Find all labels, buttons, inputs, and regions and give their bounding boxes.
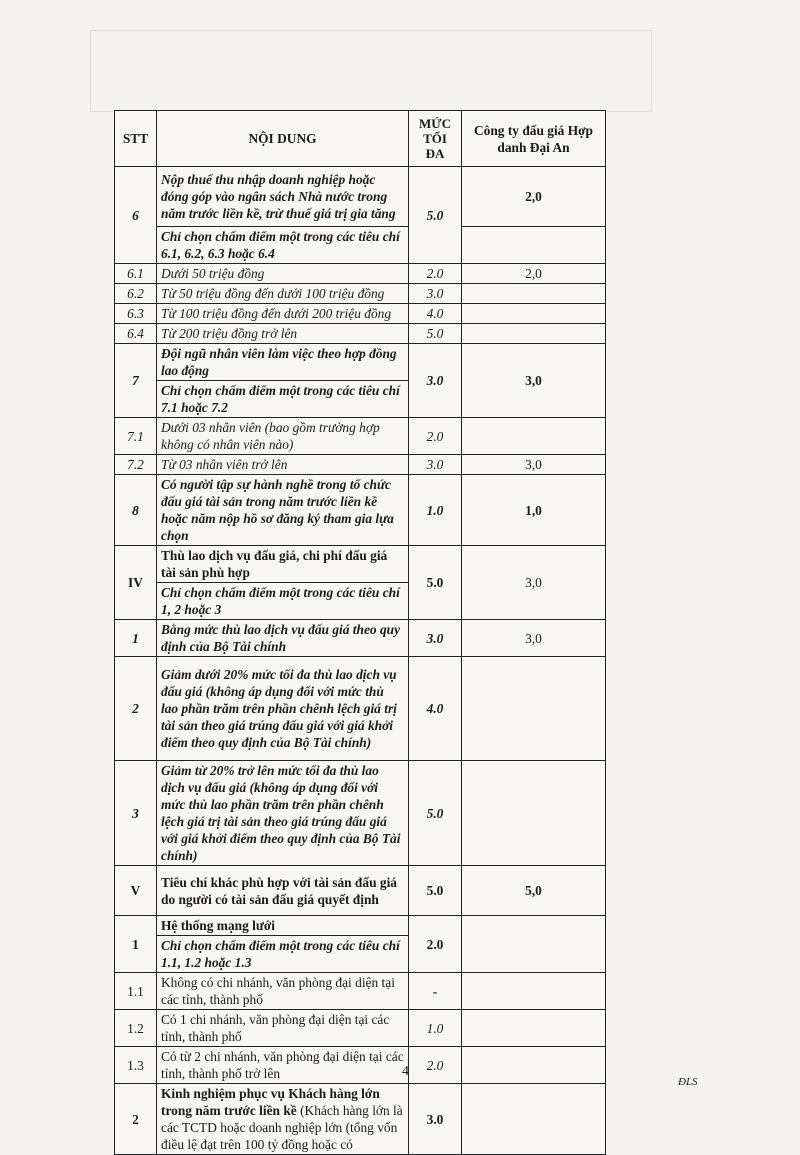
- row-content: [157, 1084, 409, 1155]
- row-content: Bằng mức thù lao dịch vụ đấu giá theo quy định của Bộ Tài chính: [157, 620, 409, 657]
- page-number: 4: [402, 1064, 409, 1079]
- row-content: Chỉ chọn chấm điểm một trong các tiêu chí 7.1 hoặc 7.2: [157, 381, 409, 418]
- row-stt: 1.1: [115, 973, 157, 1010]
- table-row: [115, 418, 606, 455]
- table-row: [115, 324, 606, 344]
- header-company: Công ty đấu giá Hợp danh Đại An: [462, 111, 606, 167]
- header-max: MỨC TỐI ĐA: [409, 111, 462, 167]
- row-content: Dưới 50 triệu đồng: [157, 264, 409, 284]
- row-stt: 3: [115, 761, 157, 866]
- row-content: Tiêu chí khác phù hợp với tài sản đấu giá do người có tài sản đấu giá quyết định: [157, 866, 409, 916]
- row-stt: 1: [115, 916, 157, 973]
- table-row: [115, 1047, 606, 1084]
- row-content: Đội ngũ nhân viên làm việc theo hợp đồng lao động: [157, 344, 409, 381]
- row-content: Từ 200 triệu đồng trở lên: [157, 324, 409, 344]
- row-score: [462, 284, 606, 304]
- row-stt: 6.4: [115, 324, 157, 344]
- row-max: 5.0: [409, 761, 462, 866]
- row-max: 2.0: [409, 1047, 462, 1084]
- table-row: [115, 264, 606, 284]
- row-score: 3,0: [462, 455, 606, 475]
- row-stt: 6.1: [115, 264, 157, 284]
- row-score: 3,0: [462, 546, 606, 620]
- row-max: 5.0: [409, 546, 462, 620]
- table-row: [115, 284, 606, 304]
- row-content: Từ 50 triệu đồng đến dưới 100 triệu đồng: [157, 284, 409, 304]
- row-score: [462, 761, 606, 866]
- row-max: 2.0: [409, 264, 462, 284]
- footer-code: ĐLS: [678, 1076, 698, 1088]
- row-stt: 2: [115, 657, 157, 761]
- row-content: Dưới 03 nhân viên (bao gồm trường hợp không có nhân viên nào): [157, 418, 409, 455]
- row-stt: 8: [115, 475, 157, 546]
- header-stt: STT: [115, 111, 157, 167]
- table-header-row: [115, 111, 606, 167]
- table-row: [115, 167, 606, 227]
- table-row: [115, 1084, 606, 1155]
- row-score: 5,0: [462, 866, 606, 916]
- row-content: Hệ thống mạng lưới: [157, 916, 409, 936]
- row-max: 3.0: [409, 1084, 462, 1155]
- table-row: [115, 475, 606, 546]
- criteria-table: [114, 110, 606, 1155]
- row-stt: V: [115, 866, 157, 916]
- row-content: Không có chi nhánh, văn phòng đại diện tại các tỉnh, thành phố: [157, 973, 409, 1010]
- row-content-bold: Kinh nghiệm phục vụ Khách hàng lớn trong năm trước liền kề: [161, 1086, 380, 1118]
- row-score: 2,0: [462, 167, 606, 227]
- row-max: 1.0: [409, 475, 462, 546]
- row-content: Thù lao dịch vụ đấu giá, chi phí đấu giá tài sản phù hợp: [157, 546, 409, 583]
- row-score: [462, 304, 606, 324]
- row-content: Chỉ chọn chấm điểm một trong các tiêu chí 1.1, 1.2 hoặc 1.3: [157, 936, 409, 973]
- row-max: 1.0: [409, 1010, 462, 1047]
- row-max: 2.0: [409, 418, 462, 455]
- row-stt: 6.3: [115, 304, 157, 324]
- table-row: [115, 866, 606, 916]
- table-row: [115, 546, 606, 583]
- row-score: 2,0: [462, 264, 606, 284]
- row-stt: 1: [115, 620, 157, 657]
- row-max: 5.0: [409, 167, 462, 264]
- row-content: Có từ 2 chi nhánh, văn phòng đại diện tại các tỉnh, thành phố trở lên: [157, 1047, 409, 1084]
- row-max: 4.0: [409, 304, 462, 324]
- row-content: Chỉ chọn chấm điểm một trong các tiêu chí 6.1, 6.2, 6.3 hoặc 6.4: [157, 227, 409, 264]
- row-score: [462, 324, 606, 344]
- row-content: Giảm dưới 20% mức tối đa thù lao dịch vụ đấu giá (không áp dụng đối với mức thù lao phần trăm trên phần chênh lệch giá trị tài sản theo giá trúng đấu giá với giá khởi điểm theo quy định của Bộ Tài chính): [157, 657, 409, 761]
- table-row: [115, 620, 606, 657]
- row-score: 3,0: [462, 344, 606, 418]
- row-score: [462, 916, 606, 973]
- row-max: 5.0: [409, 324, 462, 344]
- row-score: [462, 1010, 606, 1047]
- row-stt: 2: [115, 1084, 157, 1155]
- row-content: Chỉ chọn chấm điểm một trong các tiêu chí 1, 2 hoặc 3: [157, 583, 409, 620]
- table-row: [115, 657, 606, 761]
- table-row: [115, 916, 606, 936]
- row-content: Từ 03 nhân viên trở lên: [157, 455, 409, 475]
- row-max: 3.0: [409, 284, 462, 304]
- row-score: [462, 1047, 606, 1084]
- row-score: 3,0: [462, 620, 606, 657]
- row-stt: 6.2: [115, 284, 157, 304]
- table-row: [115, 1010, 606, 1047]
- row-max: 5.0: [409, 866, 462, 916]
- row-stt: 6: [115, 167, 157, 264]
- row-content: Từ 100 triệu đồng đến dưới 200 triệu đồng: [157, 304, 409, 324]
- row-score: [462, 418, 606, 455]
- header-content: NỘI DUNG: [157, 111, 409, 167]
- bleed-through-shadow: [90, 30, 652, 112]
- row-max: 3.0: [409, 455, 462, 475]
- row-max: -: [409, 973, 462, 1010]
- row-stt: 1.2: [115, 1010, 157, 1047]
- row-max: 3.0: [409, 344, 462, 418]
- table-row: [115, 455, 606, 475]
- row-content: Giảm từ 20% trở lên mức tối đa thù lao dịch vụ đấu giá (không áp dụng đối với mức thù lao phần trăm trên phần chênh lệch giá trị tài sản theo giá trúng đấu giá với giá khởi điểm theo quy định của Bộ Tài chính): [157, 761, 409, 866]
- row-content: Nộp thuế thu nhập doanh nghiệp hoặc đóng góp vào ngân sách Nhà nước trong năm trước liền kề, trừ thuế giá trị gia tăng: [157, 167, 409, 227]
- row-content-rest: (Khách hàng lớn là các TCTD hoặc doanh nghiệp lớn (tổng vốn điều lệ đạt trên 100 tỷ đồng hoặc có: [161, 1103, 403, 1152]
- table-row: [115, 761, 606, 866]
- row-score: [462, 1084, 606, 1155]
- row-stt: 7.2: [115, 455, 157, 475]
- row-content: Có 1 chi nhánh, văn phòng đại diện tại các tỉnh, thành phố: [157, 1010, 409, 1047]
- row-stt: IV: [115, 546, 157, 620]
- row-stt: 7: [115, 344, 157, 418]
- row-max: 3.0: [409, 620, 462, 657]
- row-score: [462, 657, 606, 761]
- row-max: 4.0: [409, 657, 462, 761]
- row-score: [462, 973, 606, 1010]
- row-max: 2.0: [409, 916, 462, 973]
- row-score: 1,0: [462, 475, 606, 546]
- table-row: [115, 304, 606, 324]
- table-row: [115, 227, 606, 264]
- table-row: [115, 973, 606, 1010]
- row-score: [462, 227, 606, 264]
- table-row: [115, 344, 606, 381]
- row-stt: 7.1: [115, 418, 157, 455]
- row-stt: 1.3: [115, 1047, 157, 1084]
- row-content: Có người tập sự hành nghề trong tổ chức đấu giá tài sản trong năm trước liền kề hoặc năm nộp hồ sơ đăng ký tham gia lựa chọn: [157, 475, 409, 546]
